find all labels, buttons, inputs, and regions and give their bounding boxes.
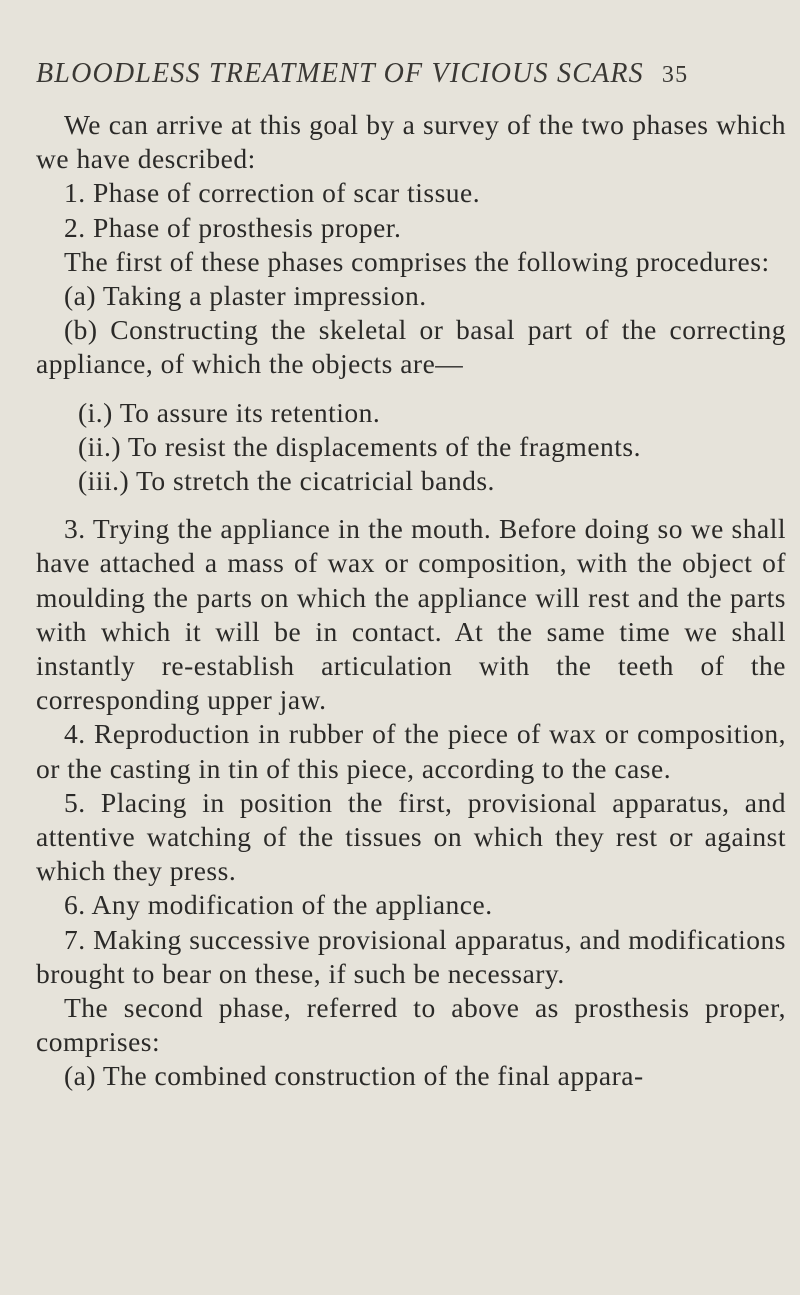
- body-text: [36, 108, 786, 1094]
- sub-item-ii: (ii.) To resist the displacements of the fragments.: [78, 430, 641, 462]
- list-item-second-a: (a) The combined construction of the final appara-: [64, 1060, 644, 1092]
- page-number: 35: [661, 62, 689, 88]
- list-item-5: 5. Placing in position the first, provisional apparatus, and attentive watching of the tissues on which they rest or against which they press.: [36, 786, 786, 887]
- running-head: [36, 58, 776, 90]
- list-item-4: 4. Reproduction in rubber of the piece of wax or composition, or the casting in tin of this piece, according to the case.: [36, 718, 786, 784]
- list-item-6: 6. Any modification of the appliance.: [64, 889, 493, 921]
- list-item-7: 7. Making successive provisional apparatus, and modifications brought to bear on these, if such be necessary.: [36, 923, 786, 989]
- paragraph-intro: We can arrive at this goal by a survey of the two phases which we have described:: [36, 109, 786, 175]
- list-item-b: (b) Constructing the skeletal or basal part of the correcting appliance, of which the objects are—: [36, 314, 786, 380]
- sub-item-i: (i.) To assure its retention.: [78, 396, 381, 428]
- sub-item-iii: (iii.) To stretch the cicatricial bands.: [78, 465, 495, 497]
- paragraph-first-phase: The first of these phases comprises the following procedures:: [64, 245, 770, 277]
- list-item-phase-2: 2. Phase of prosthesis proper.: [64, 211, 402, 243]
- running-head-title: BLOODLESS TREATMENT OF VICIOUS SCARS: [36, 58, 644, 89]
- list-item-phase-1: 1. Phase of correction of scar tissue.: [64, 177, 481, 209]
- list-item-3: 3. Trying the appliance in the mouth. Before doing so we shall have attached a mass of wax or composition, with the object of moulding the parts on which the appliance will rest and the parts with which it will be in contact. At the same time we shall instantly re-establish articulation with the teeth of the corresponding upper jaw.: [36, 513, 786, 716]
- list-item-a: (a) Taking a plaster impression.: [64, 280, 427, 312]
- paragraph-second-phase: The second phase, referred to above as prosthesis proper, comprises:: [36, 992, 786, 1058]
